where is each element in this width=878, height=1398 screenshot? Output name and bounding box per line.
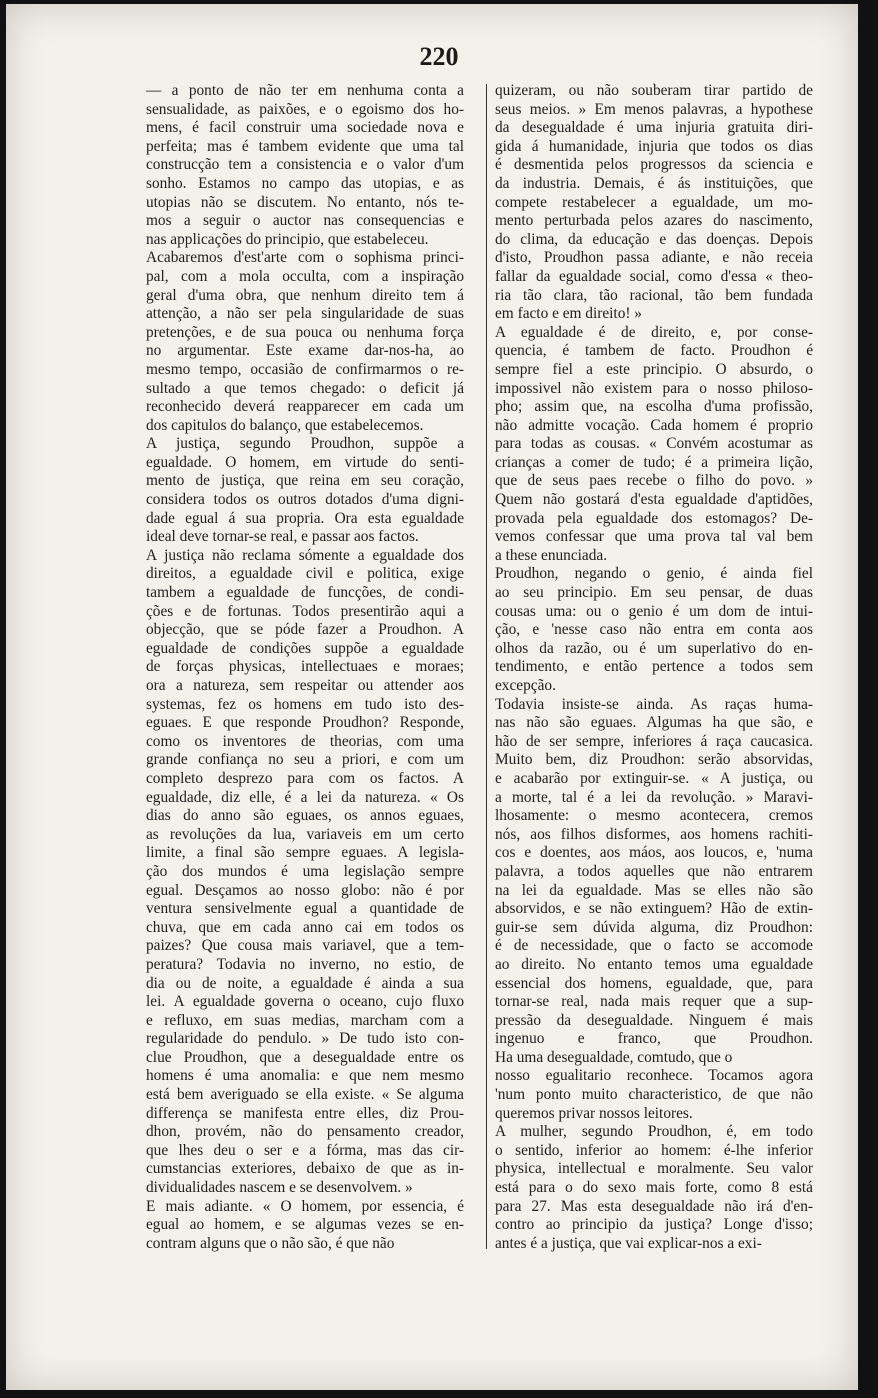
text-line: dividualidades nascem e se desenvolvem. » — [146, 1179, 413, 1197]
text-line: compete restabelecer a egualdade, um mo- — [495, 193, 813, 211]
text-line: está para o do sexo mais forte, como 8 está — [495, 1179, 813, 1197]
text-line: ao seu principio. Em seu pensar, de duas — [495, 584, 813, 602]
text-line: crianças a comer de tudo; é a primeira lição, — [495, 453, 813, 471]
text-line: não admitte vocação. Cada homem é proprio — [495, 416, 813, 434]
text-line: grande confiança no seu a priori, e com um — [146, 751, 464, 769]
text-line: da desegualdade é uma injuria gratuita diri- — [495, 119, 813, 137]
text-line: mens, é facil construir uma sociedade nova e — [146, 119, 464, 137]
text-line: provada pela egualdade dos estomagos? De- — [495, 509, 813, 527]
text-line: que lhes deu o ser e a fórma, mas das cir- — [146, 1141, 464, 1159]
text-line: de forças physicas, intellectuaes e moraes; — [146, 658, 464, 676]
text-line: do clima, da educação e das doenças. Depois — [495, 230, 813, 248]
text-line: no argumentar. Este exame dar-nos-ha, ao — [146, 342, 464, 360]
text-line: attenção, a não ser pela singularidade de suas — [146, 305, 464, 323]
text-line: nas applicações do principio, que estabeleceu. — [146, 230, 429, 248]
text-line: ingenuo e franco, que Proudhon. — [495, 1030, 813, 1048]
text-line: Acabaremos d'est'arte com o sophisma princi- — [146, 249, 464, 267]
text-line: differença se manifesta entre elles, diz Prou- — [146, 1104, 464, 1122]
text-line: systemas, fez os homens em tudo isto des- — [146, 695, 464, 713]
text-line: é de necessidade, que o facto se accomode — [495, 937, 813, 955]
text-line: tambem a egualdade de funcções, de condi- — [146, 584, 464, 602]
page-scan — [6, 4, 858, 1390]
text-line: A justiça não reclama sómente a egualdade dos — [146, 546, 464, 564]
column-divider — [486, 84, 487, 1249]
text-line: physica, intellectual e moralmente. Seu valor — [495, 1160, 813, 1178]
text-line: cos e doentes, aos máos, aos loucos, e, 'numa — [495, 844, 813, 862]
text-line: lei. A egualdade governa o oceano, cujo fluxo — [146, 993, 464, 1011]
text-line: dhon, provém, não do pensamento creador, — [146, 1123, 464, 1141]
text-line: lhosamente: o mesmo acontecera, cremos — [495, 807, 813, 825]
text-line: E mais adiante. « O homem, por essencia, é — [146, 1197, 464, 1215]
text-line: dade egual á sua propria. Ora esta egualdade — [146, 509, 464, 527]
text-line: para 27. Mas esta desegualdade não irá d'en- — [495, 1197, 813, 1215]
text-line: fallar da egualdade social, como d'essa « theo- — [495, 267, 813, 285]
text-line: está bem averiguado se ella existe. « Se alguma — [146, 1086, 464, 1104]
text-line: Todavia insiste-se ainda. As raças huma- — [495, 695, 813, 713]
text-line: nosso egualitario reconhece. Tocamos agora — [495, 1067, 813, 1085]
text-line: guir-se sem dúvida alguma, diz Proudhon: — [495, 918, 813, 936]
text-line: cousas uma: ou o genio é um dom de intui- — [495, 602, 813, 620]
text-line: sensualidade, as paixões, e o egoismo dos ho- — [146, 100, 464, 118]
text-line: Muito bem, diz Proudhon: serão absorvidas, — [495, 751, 813, 769]
text-line: sonho. Estamos no campo das utopias, e as — [146, 174, 464, 192]
text-line: absorvidos, e se não extinguem? Hão de extin- — [495, 900, 813, 918]
text-line: mento de justiça, que reina em seu coração, — [146, 472, 464, 490]
text-line: A mulher, segundo Proudhon, é, em todo — [495, 1123, 813, 1141]
text-line: mesmo tempo, occasião de confirmarmos o re- — [146, 360, 464, 378]
text-line: quizeram, ou não souberam tirar partido de — [495, 82, 813, 99]
text-line: Quem não gostará d'esta egualdade d'aptidões, — [495, 491, 813, 509]
text-line: excepção. — [495, 677, 556, 694]
text-line: sempre fiel a este principio. O absurdo, o — [495, 360, 813, 378]
text-line: regularidade do pendulo. » De tudo isto con- — [146, 1030, 464, 1048]
text-line: queremos privar nossos leitores. — [495, 1104, 693, 1122]
text-line: 'num ponto muito characteristico, de que não — [495, 1086, 813, 1104]
text-line: egual ao homem, e se algumas vezes se en- — [146, 1216, 464, 1234]
text-line: pretenções, e de sua pouca ou nenhuma força — [146, 323, 464, 341]
text-line: construcção tem a consistencia e o valor d'um — [146, 156, 464, 174]
text-line: completo desprezo para com os factos. A — [146, 769, 464, 787]
text-line: ao direito. No entanto temos uma egualdade — [495, 955, 813, 973]
text-line: a morte, tal é a lei da revolução. » Maravi- — [495, 788, 813, 806]
text-line: em facto e em direito! » — [495, 305, 642, 323]
text-line: antes é a justiça, que vai explicar-nos a exi- — [495, 1234, 762, 1252]
text-line: contro ao principio da justiça? Longe d'isso; — [495, 1216, 813, 1234]
text-line: essencial dos homens, egualdade, que, para — [495, 974, 813, 992]
text-line: egualdade, diz elle, é a lei da natureza. « Os — [146, 788, 464, 806]
text-line: chuva, que em cada anno cai em todos os — [146, 918, 464, 936]
text-line: a these enunciada. — [495, 546, 608, 564]
text-line: hão de ser sempre, inferiores á raça caucasica. — [495, 732, 813, 750]
text-line: pressão da desegualdade. Ninguem é mais — [495, 1011, 813, 1029]
text-line: as revoluções da lua, variaveis em um certo — [146, 825, 464, 843]
text-line: contram alguns que o não são, é que não — [146, 1234, 395, 1252]
text-line: o sentido, inferior ao homem: é-lhe inferior — [495, 1141, 813, 1159]
text-line: dias do anno são eguaes, os annos eguaes, — [146, 807, 464, 825]
text-line: utopias não se discutem. No entanto, nós te- — [146, 193, 464, 211]
text-line: A justiça, segundo Proudhon, suppõe a — [146, 435, 464, 453]
text-line: Ha uma desegualdade, comtudo, que o — [495, 1048, 733, 1066]
text-line: ções e de fortunas. Todos presentirão aqui a — [146, 602, 464, 620]
text-line: eguaes. E que responde Proudhon? Responde, — [146, 714, 464, 732]
text-line: clue Proudhon, que a desegualdade entre os — [146, 1048, 464, 1066]
text-line: nas não são eguaes. Algumas ha que são, e — [495, 714, 813, 732]
text-line: egualdade de condições suppõe a egualdade — [146, 639, 464, 657]
text-line: cumstancias exteriores, debaixo de que as in- — [146, 1160, 464, 1178]
text-line: seus meios. » Em menos palavras, a hypothese — [495, 100, 813, 118]
text-line: sultado a que temos chegado: o deficit já — [146, 379, 464, 397]
text-line: paizes? Que cousa mais variavel, que a tem- — [146, 937, 464, 955]
text-line: — a ponto de não ter em nenhuma conta a — [146, 82, 464, 99]
text-column-right — [495, 82, 813, 1253]
text-line: como os inventores de theorias, com uma — [146, 732, 464, 750]
text-line: pho; assim que, na escolha d'uma profissão, — [495, 398, 813, 416]
text-line: e refluxo, em suas medias, marcham com a — [146, 1011, 464, 1029]
text-line: ção dos mundos é uma legislação sempre — [146, 862, 464, 880]
text-column-left — [146, 82, 464, 1253]
text-line: impossivel não existem para o nosso philoso- — [495, 379, 813, 397]
text-line: que de seus paes recebe o filho do povo. » — [495, 472, 813, 490]
text-line: geral d'uma obra, que nenhum direito tem á — [146, 286, 464, 304]
text-line: dia ou de noite, a egualdade é ainda a sua — [146, 974, 464, 992]
text-line: palavra, a todos aquelles que não entrarem — [495, 862, 813, 880]
text-line: direitos, a egualdade civil e politica, exige — [146, 565, 464, 583]
text-line: ideal deve tornar-se real, e passar aos factos. — [146, 528, 419, 546]
text-line: pal, com a mola occulta, com a inspiração — [146, 267, 464, 285]
text-line: egualdade. O homem, em virtude do senti- — [146, 453, 464, 471]
text-line: vemos confessar que uma prova tal val bem — [495, 528, 813, 546]
text-line: para todas as cousas. « Convém acostumar as — [495, 435, 813, 453]
page-number: 220 — [419, 42, 459, 71]
text-line: é desmentida pelos progressos da sciencia e — [495, 156, 813, 174]
text-line: olhos da razão, ou é um superlativo do en- — [495, 639, 813, 657]
text-line: ventura sensivelmente egual a quantidade de — [146, 900, 464, 918]
text-line: da industria. Demais, é ás instituições, que — [495, 174, 813, 192]
text-line: nós, aos filhos disformes, aos homens rachiti- — [495, 825, 813, 843]
text-line: considera todos os outros dotados d'uma digni- — [146, 491, 464, 509]
text-line: ria tão clara, tão racional, tão bem fundada — [495, 286, 813, 304]
text-line: ora a natureza, sem respeitar ou attender aos — [146, 677, 464, 694]
text-line: mos a seguir o auctor nas consequencias e — [146, 212, 464, 230]
text-line: reconhecido deverá reapparecer em cada um — [146, 398, 464, 416]
text-line: peratura? Todavia no inverno, no estio, de — [146, 955, 464, 973]
text-line: egual. Desçamos ao nosso globo: não é por — [146, 881, 464, 899]
text-line: gida á humanidade, injuria que todos os dias — [495, 137, 813, 155]
text-line: e acabarão por extinguir-se. « A justiça, ou — [495, 769, 813, 787]
text-line: tendimento, e então pertence a todos sem — [495, 658, 813, 676]
text-line: dos capitulos do balanço, que estabelecemos. — [146, 416, 424, 434]
text-line: tornar-se real, nada mais requer que a sup- — [495, 993, 813, 1011]
text-line: na lei da egualdade. Mas se elles não são — [495, 881, 813, 899]
text-line: A egualdade é de direito, e, por conse- — [495, 323, 813, 341]
text-line: quencia, é tambem de facto. Proudhon é — [495, 342, 813, 360]
text-line: perfeita; mas é tambem evidente que uma tal — [146, 137, 464, 155]
text-line: d'isto, Proudhon passa adiante, e não receia — [495, 249, 813, 267]
text-line: mento perturbada pelos azares do nascimento, — [495, 212, 813, 230]
text-line: limite, a final são sempre eguaes. A legisla- — [146, 844, 464, 862]
text-line: Proudhon, negando o genio, é ainda fiel — [495, 565, 813, 583]
text-line: objecção, que se póde fazer a Proudhon. A — [146, 621, 464, 639]
text-line: homens é uma anomalia: e que nem mesmo — [146, 1067, 464, 1085]
text-line: ção, e 'nesse caso não entra em conta aos — [495, 621, 813, 639]
